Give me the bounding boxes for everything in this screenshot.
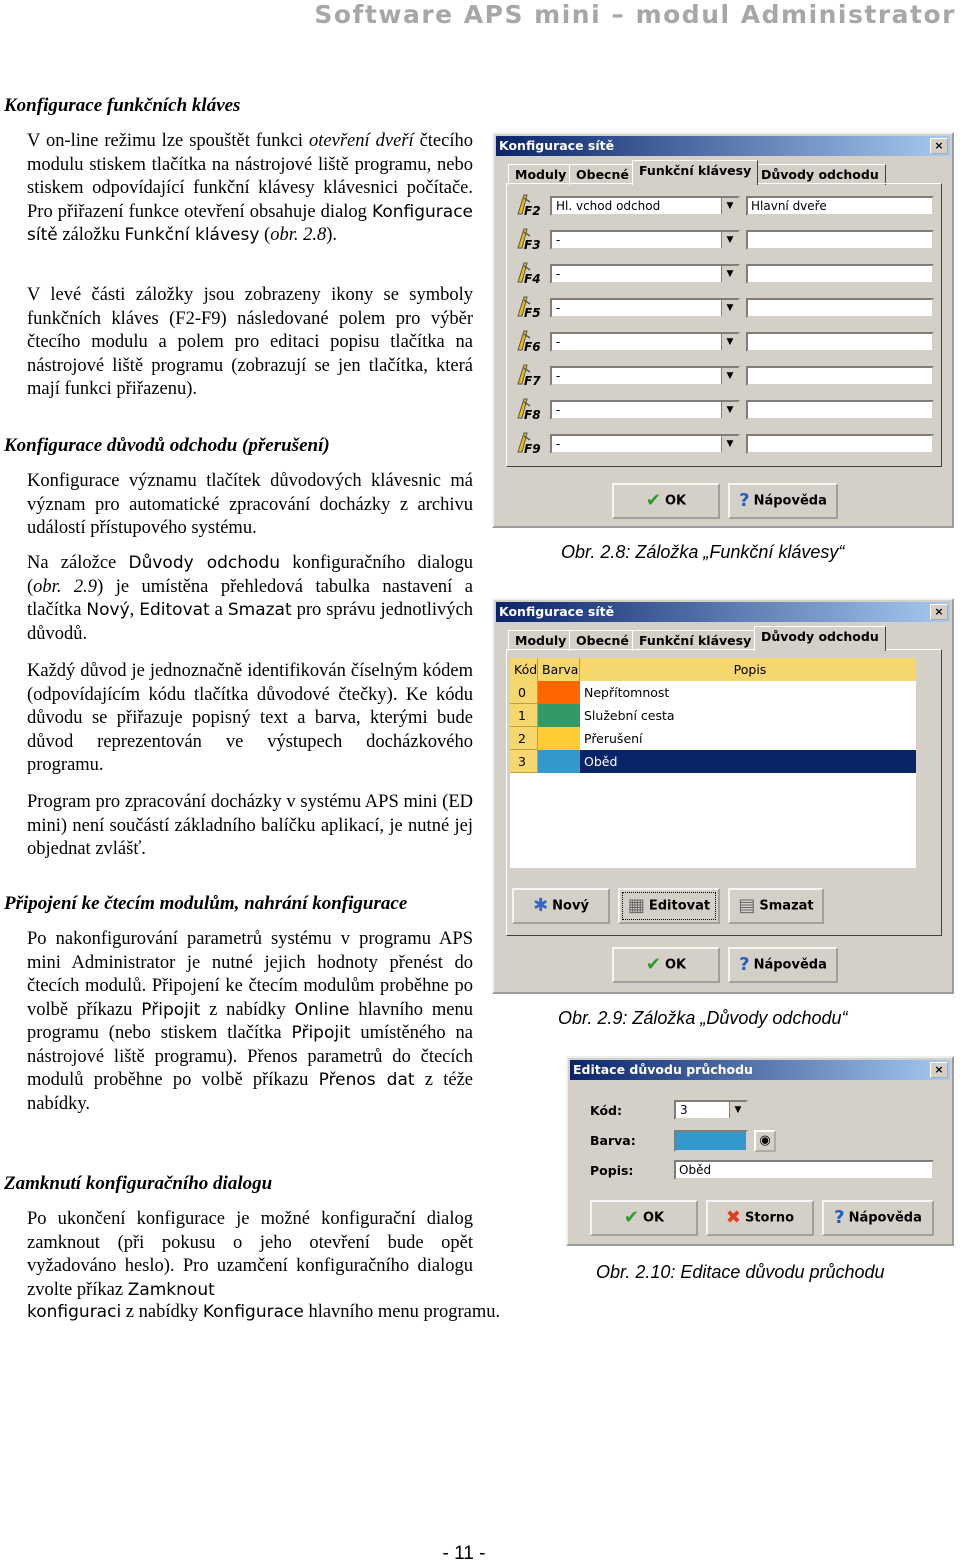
close-icon[interactable]: × bbox=[930, 138, 948, 154]
paragraph-function-keys-detail: V levé části záložky jsou zobrazeny ikony se symboly funkčních kláves (F2-F9) následované polem pro výběr čtecího modulu a polem pro editaci popisu tlačítka na nástrojové liště programu (zobrazují se jen tlačítka, která mají funkci přiřazenu). bbox=[27, 285, 473, 399]
function-key-icon bbox=[514, 430, 542, 458]
description-input[interactable]: Oběd bbox=[674, 1160, 934, 1180]
reason-description: Oběd bbox=[580, 750, 916, 773]
chevron-down-icon[interactable]: ▼ bbox=[721, 232, 738, 248]
help-button[interactable]: ? Nápověda bbox=[728, 483, 838, 519]
function-key-label: F8 bbox=[524, 408, 541, 422]
description-label: Popis: bbox=[590, 1163, 634, 1178]
paragraph-lock-dialog-end: konfiguraci z nabídky Konfigurace hlavního menu programu. bbox=[27, 1302, 501, 1322]
chevron-down-icon[interactable]: ▼ bbox=[721, 300, 738, 316]
button-label-input[interactable] bbox=[746, 332, 934, 352]
function-key-label: F3 bbox=[524, 238, 541, 252]
table-row[interactable] bbox=[510, 727, 916, 750]
checkmark-icon: ✔ bbox=[645, 954, 661, 975]
reason-description: Nepřítomnost bbox=[584, 685, 670, 700]
dialog-titlebar: Konfigurace sítě × bbox=[496, 136, 950, 156]
chevron-down-icon[interactable]: ▼ bbox=[721, 266, 738, 282]
function-key-label: F9 bbox=[524, 442, 541, 456]
reason-color-swatch bbox=[538, 727, 580, 750]
reason-description: Služební cesta bbox=[584, 708, 675, 723]
function-key-label: F4 bbox=[524, 272, 541, 286]
ok-button[interactable]: ✔ OK bbox=[590, 1200, 698, 1236]
tab-reasons[interactable]: Důvody odchodu bbox=[754, 626, 886, 651]
code-label: Kód: bbox=[590, 1103, 623, 1118]
reason-code: 0 bbox=[510, 681, 538, 704]
tab-panel bbox=[506, 183, 942, 467]
tab-function-keys[interactable]: Funkční klávesy bbox=[632, 630, 758, 651]
function-key-label: F2 bbox=[524, 204, 541, 218]
paragraph-attendance-program: Program pro zpracování docházky v systému APS mini (ED mini) není součástí základního balíčku aplikací, je nutné jej objednat zvlášť. bbox=[27, 792, 473, 859]
button-label-input[interactable] bbox=[746, 434, 934, 454]
code-select[interactable]: 3 ▼ bbox=[674, 1100, 748, 1120]
tab-moduly[interactable]: Moduly bbox=[508, 630, 573, 651]
delete-record-icon: ▤ bbox=[738, 895, 756, 916]
reader-module-select[interactable]: - ▼ bbox=[550, 434, 740, 454]
checkmark-icon: ✔ bbox=[645, 490, 661, 511]
checkmark-icon: ✔ bbox=[623, 1207, 639, 1228]
figure-caption-2-10: Obr. 2.10: Editace důvodu průchodu bbox=[596, 1262, 885, 1282]
tab-moduly[interactable]: Moduly bbox=[508, 164, 573, 185]
paragraph-connect-modules: Po nakonfigurování parametrů systému v programu APS mini Administrator je nutné jejich hodnoty přenést do čtecích modulů. Připojení ke čtecím modulům proběhne po volbě příkazu Připojit z nabídky Online hlavního menu programu (nebo stiskem tlačítka Připojit umístěného na nástrojové liště programu). Přenos parametrů do čtecích modulů proběhne po volbě příkazu Přenos dat z téže nabídky. bbox=[27, 929, 474, 1114]
button-label-input[interactable] bbox=[746, 298, 934, 318]
reason-color-swatch bbox=[538, 681, 580, 704]
button-label-input[interactable] bbox=[746, 366, 934, 386]
chevron-down-icon[interactable]: ▼ bbox=[721, 436, 738, 452]
reason-code: 2 bbox=[510, 727, 538, 750]
reason-color-swatch bbox=[538, 750, 580, 773]
dialog-titlebar: Konfigurace sítě × bbox=[496, 602, 950, 622]
cancel-button[interactable]: ✖ Storno bbox=[706, 1200, 814, 1236]
table-row[interactable] bbox=[510, 681, 916, 704]
help-icon: ? bbox=[739, 954, 750, 975]
chevron-down-icon[interactable]: ▼ bbox=[721, 334, 738, 350]
paragraph-reasons-tab: Na záložce Důvody odchodu konfiguračního dialogu (obr. 2.9) je umístěna přehledová tabulka nastavení a tlačítka Nový, Editovat a Smazat pro správu jednotlivých důvodů. bbox=[27, 553, 473, 644]
edit-record-icon: ▦ bbox=[627, 895, 645, 916]
function-key-label: F7 bbox=[524, 374, 541, 388]
function-key-label: F6 bbox=[524, 340, 541, 354]
ok-button[interactable]: ✔ OK bbox=[612, 483, 720, 519]
column-header-color[interactable]: Barva bbox=[538, 658, 580, 681]
figure-caption-2-9: Obr. 2.9: Záložka „Důvody odchodu“ bbox=[558, 1008, 848, 1028]
reason-color-swatch bbox=[538, 704, 580, 727]
reader-module-select[interactable]: - ▼ bbox=[550, 332, 740, 352]
reader-module-select[interactable]: - ▼ bbox=[550, 366, 740, 386]
page-number: - 11 - bbox=[442, 1543, 486, 1564]
help-button[interactable]: ? Nápověda bbox=[822, 1200, 934, 1236]
heading-function-keys: Konfigurace funkčních kláves bbox=[4, 95, 241, 116]
color-label: Barva: bbox=[590, 1133, 636, 1148]
tab-function-keys[interactable]: Funkční klávesy bbox=[632, 160, 758, 185]
button-label-input[interactable] bbox=[746, 264, 934, 284]
reasons-table bbox=[510, 658, 916, 868]
paragraph-reasons-intro: Konfigurace významu tlačítek důvodových klávesnic má význam pro automatické zpracování docházky z archivu událostí přístupového systému. bbox=[27, 471, 473, 538]
table-row[interactable] bbox=[510, 704, 916, 727]
reason-code: 1 bbox=[510, 704, 538, 727]
chevron-down-icon[interactable]: ▼ bbox=[721, 198, 738, 214]
function-key-icon bbox=[514, 362, 542, 390]
cancel-icon: ✖ bbox=[725, 1207, 741, 1228]
chevron-down-icon[interactable]: ▼ bbox=[721, 402, 738, 418]
table-row[interactable] bbox=[510, 750, 916, 773]
reason-description: Přerušení bbox=[584, 731, 643, 746]
reader-module-select[interactable]: - ▼ bbox=[550, 264, 740, 284]
reader-module-select[interactable]: Hl. vchod odchod ▼ bbox=[550, 196, 740, 216]
reader-module-select[interactable]: - ▼ bbox=[550, 230, 740, 250]
function-key-icon bbox=[514, 226, 542, 254]
figure-caption-2-8: Obr. 2.8: Záložka „Funkční klávesy“ bbox=[561, 542, 845, 562]
table-header-row bbox=[510, 658, 916, 681]
reader-module-select[interactable]: - ▼ bbox=[550, 400, 740, 420]
chevron-down-icon[interactable]: ▼ bbox=[729, 1102, 746, 1118]
ok-button[interactable]: ✔ OK bbox=[612, 947, 720, 983]
heading-lock-dialog: Zamknutí konfiguračního dialogu bbox=[4, 1173, 273, 1194]
heading-connect-modules: Připojení ke čtecím modulům, nahrání konfigurace bbox=[4, 893, 408, 914]
dialog-network-config-reasons bbox=[492, 598, 954, 994]
button-label-input[interactable] bbox=[746, 400, 934, 420]
button-label-input[interactable] bbox=[746, 230, 934, 250]
help-icon: ? bbox=[834, 1207, 845, 1228]
paragraph-function-keys-intro: V on-line režimu lze spouštět funkci otevření dveří čtecího modulu stiskem tlačítka na nástrojové liště programu, nebo stiskem odpovídající funkční klávesy klávesnici počítače. Pro přiřazení funkce otevření obsahuje dialog Konfigurace sítě záložku Funkční klávesy (obr. 2.8). bbox=[27, 131, 473, 245]
color-picker-icon[interactable]: ◉ bbox=[754, 1130, 776, 1152]
function-key-icon bbox=[514, 396, 542, 424]
column-header-code[interactable]: Kód bbox=[510, 658, 538, 681]
help-icon: ? bbox=[739, 490, 750, 511]
button-label-input[interactable]: Hlavní dveře bbox=[746, 196, 934, 216]
document-header-title: Software APS mini – modul Administrator bbox=[314, 0, 956, 29]
function-key-icon bbox=[514, 260, 542, 288]
paragraph-lock-dialog: Po ukončení konfigurace je možné konfigurační dialog zamknout (při pokusu o jeho otevření bude opět vyžadováno heslo). Pro uzamčení konfiguračního dialogu zvolte příkaz Zamknout bbox=[27, 1209, 473, 1300]
heading-leave-reasons: Konfigurace důvodů odchodu (přerušení) bbox=[4, 435, 330, 456]
reason-code: 3 bbox=[510, 750, 538, 773]
reader-module-select[interactable]: - ▼ bbox=[550, 298, 740, 318]
function-key-icon bbox=[514, 192, 542, 220]
dialog-network-config-function-keys bbox=[492, 132, 954, 528]
tab-reasons[interactable]: Důvody odchodu bbox=[754, 164, 886, 185]
column-header-description[interactable]: Popis bbox=[733, 662, 767, 677]
color-swatch bbox=[674, 1130, 748, 1152]
delete-button[interactable]: ▤ Smazat bbox=[728, 888, 824, 924]
tab-obecne[interactable]: Obecné bbox=[569, 630, 636, 651]
function-key-label: F5 bbox=[524, 306, 541, 320]
close-icon[interactable]: × bbox=[930, 604, 948, 620]
new-button[interactable]: ✱ Nový bbox=[512, 888, 610, 924]
function-key-icon bbox=[514, 294, 542, 322]
close-icon[interactable]: × bbox=[930, 1062, 948, 1078]
edit-button[interactable]: ▦ Editovat bbox=[618, 888, 720, 924]
function-key-icon bbox=[514, 328, 542, 356]
tab-obecne[interactable]: Obecné bbox=[569, 164, 636, 185]
help-button[interactable]: ? Nápověda bbox=[728, 947, 838, 983]
new-record-icon: ✱ bbox=[533, 895, 549, 916]
dialog-titlebar: Editace důvodu průchodu × bbox=[570, 1060, 950, 1080]
dialog-edit-reason bbox=[566, 1056, 954, 1246]
chevron-down-icon[interactable]: ▼ bbox=[721, 368, 738, 384]
paragraph-reasons-identification: Každý důvod je jednoznačně identifikován číselným kódem (odpovídajícím kódu tlačítka důvodové čtečky). Ke kódu důvodu se přiřazuje popisný text a barva, kterými bude důvod reprezentován ve výstupech docházkového programu. bbox=[27, 661, 473, 775]
